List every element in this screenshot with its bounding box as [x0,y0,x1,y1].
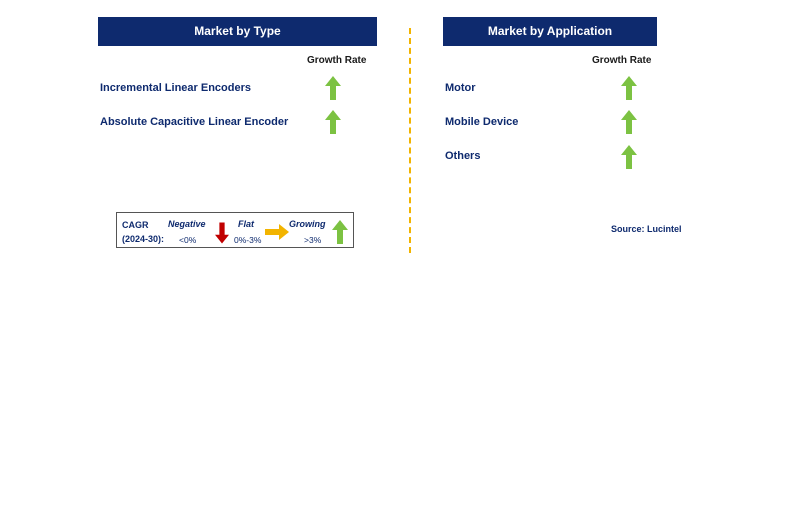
row-label: Others [445,150,481,162]
legend-growing-label: Growing [289,219,326,229]
source-label: Source: Lucintel [611,224,682,234]
legend-cagr-label: CAGR [122,220,149,230]
row-label: Incremental Linear Encoders [100,82,251,94]
legend-negative-label: Negative [168,219,206,229]
panel-divider [409,28,411,253]
legend-growing-range: >3% [304,235,322,245]
left-growth-rate-header: Growth Rate [307,55,367,66]
arrow-up-icon [621,110,637,134]
legend-negative-range: <0% [179,235,197,245]
arrow-down-icon [215,221,229,245]
legend-flat-range: 0%-3% [234,235,262,245]
right-growth-rate-header: Growth Rate [592,55,652,66]
arrow-up-icon [332,220,348,244]
arrow-up-icon [325,76,341,100]
arrow-up-icon [325,110,341,134]
arrow-up-icon [621,145,637,169]
row-label: Mobile Device [445,116,519,128]
row-label: Absolute Capacitive Linear Encoder [100,116,289,128]
row-label: Motor [445,82,476,94]
legend-period-label: (2024-30): [122,234,165,244]
arrow-right-icon [265,224,289,240]
cagr-legend [116,212,354,248]
legend-flat-label: Flat [238,219,255,229]
market-by-application-header: Market by Application [443,17,657,46]
market-by-type-header: Market by Type [98,17,377,46]
arrow-up-icon [621,76,637,100]
